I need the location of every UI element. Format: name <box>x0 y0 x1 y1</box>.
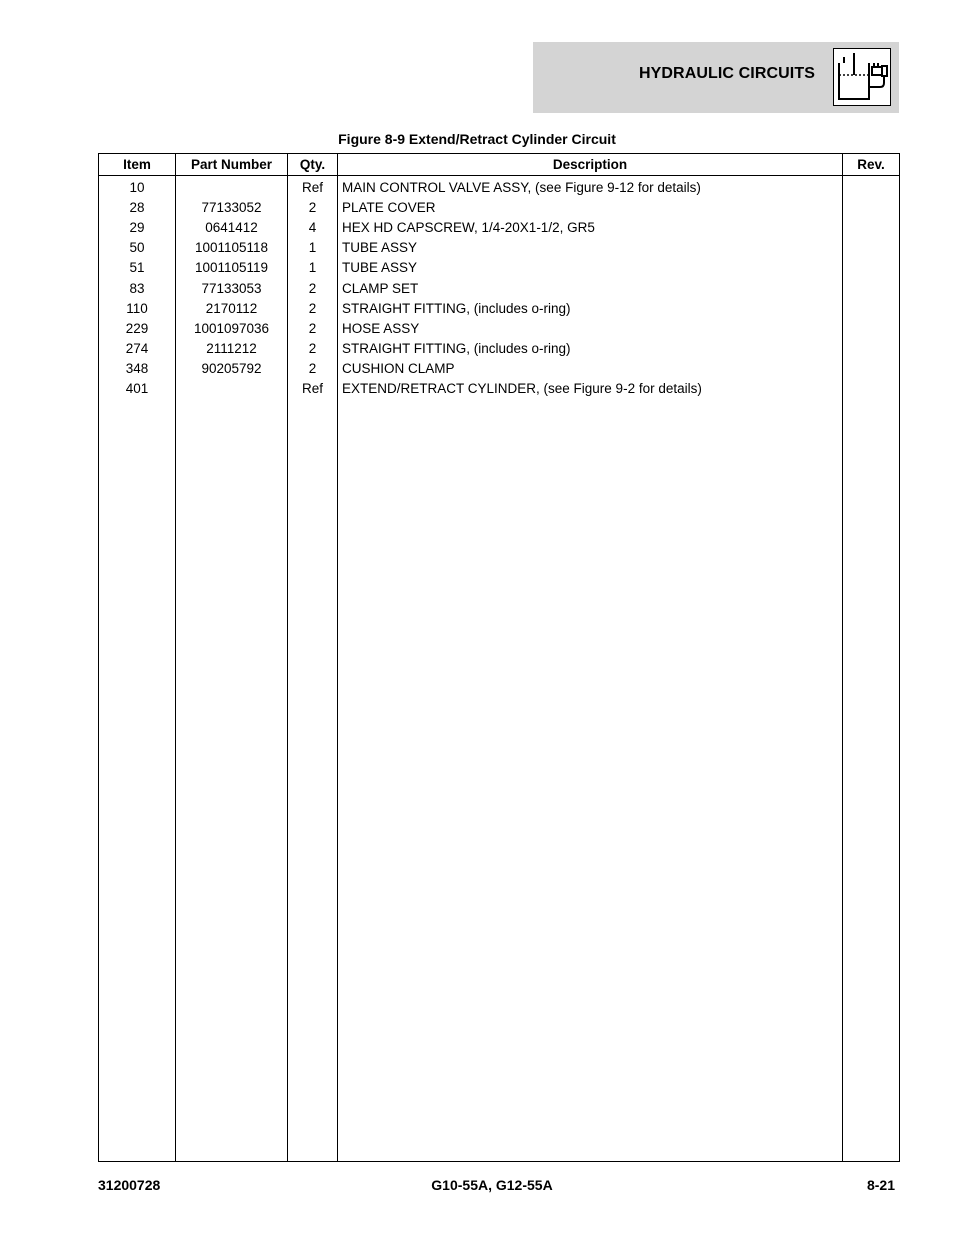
part-number-cell: 0641412 <box>176 218 288 238</box>
section-title: HYDRAULIC CIRCUITS <box>638 65 815 82</box>
qty-cell: 2 <box>288 278 338 298</box>
column-header-item: Item <box>99 154 176 176</box>
parts-table <box>98 153 900 1162</box>
qty-cell: 2 <box>288 299 338 319</box>
item-cell: 51 <box>99 258 176 278</box>
description-cell: CUSHION CLAMP <box>338 359 843 379</box>
table-row <box>99 218 900 238</box>
description-cell: PLATE COVER <box>338 198 843 218</box>
item-cell: 29 <box>99 218 176 238</box>
table-row <box>99 359 900 379</box>
description-cell: TUBE ASSY <box>338 258 843 278</box>
page-number: 8-21 <box>866 1177 895 1193</box>
item-cell: 28 <box>99 198 176 218</box>
rev-cell <box>843 176 900 199</box>
rev-cell <box>843 278 900 298</box>
item-cell: 10 <box>99 176 176 199</box>
part-number-cell: 2111212 <box>176 339 288 359</box>
table-row <box>99 379 900 399</box>
description-cell: TUBE ASSY <box>338 238 843 258</box>
qty-cell: 1 <box>288 238 338 258</box>
qty-cell: 2 <box>288 319 338 339</box>
column-header-qty: Qty. <box>288 154 338 176</box>
description-cell: MAIN CONTROL VALVE ASSY, (see Figure 9-12 for details) <box>338 176 843 199</box>
column-header-rev: Rev. <box>843 154 900 176</box>
table-row <box>99 278 900 298</box>
column-header-description: Description <box>338 154 843 176</box>
part-number-cell: 1001105118 <box>176 238 288 258</box>
rev-cell <box>843 359 900 379</box>
table-row <box>99 176 900 199</box>
rev-cell <box>843 218 900 238</box>
table-row <box>99 339 900 359</box>
item-cell: 274 <box>99 339 176 359</box>
column-header-part-number: Part Number <box>176 154 288 176</box>
rev-cell <box>843 319 900 339</box>
part-number-cell <box>176 379 288 399</box>
part-number-cell: 2170112 <box>176 299 288 319</box>
document-number: 31200728 <box>98 1177 161 1193</box>
item-cell: 348 <box>99 359 176 379</box>
qty-cell: Ref <box>288 176 338 199</box>
rev-cell <box>843 198 900 218</box>
part-number-cell: 1001097036 <box>176 319 288 339</box>
table-row <box>99 319 900 339</box>
table-filler-row <box>99 399 900 1161</box>
part-number-cell <box>176 176 288 199</box>
qty-cell: 2 <box>288 198 338 218</box>
description-cell: EXTEND/RETRACT CYLINDER, (see Figure 9-2 for details) <box>338 379 843 399</box>
part-number-cell: 77133052 <box>176 198 288 218</box>
qty-cell: 2 <box>288 359 338 379</box>
item-cell: 83 <box>99 278 176 298</box>
table-header-row <box>99 154 900 176</box>
item-cell: 229 <box>99 319 176 339</box>
rev-cell <box>843 299 900 319</box>
item-cell: 50 <box>99 238 176 258</box>
item-cell: 110 <box>99 299 176 319</box>
qty-cell: 1 <box>288 258 338 278</box>
description-cell: HEX HD CAPSCREW, 1/4-20X1-1/2, GR5 <box>338 218 843 238</box>
qty-cell: 4 <box>288 218 338 238</box>
table-row <box>99 198 900 218</box>
figure-title: Figure 8-9 Extend/Retract Cylinder Circuit <box>338 131 616 147</box>
part-number-cell: 1001105119 <box>176 258 288 278</box>
item-cell: 401 <box>99 379 176 399</box>
table-row <box>99 238 900 258</box>
description-cell: HOSE ASSY <box>338 319 843 339</box>
rev-cell <box>843 339 900 359</box>
model-numbers: G10-55A, G12-55A <box>431 1177 553 1193</box>
hydraulic-reservoir-icon <box>833 48 891 106</box>
rev-cell <box>843 379 900 399</box>
part-number-cell: 77133053 <box>176 278 288 298</box>
qty-cell: 2 <box>288 339 338 359</box>
rev-cell <box>843 238 900 258</box>
table-row <box>99 258 900 278</box>
section-header <box>533 42 899 113</box>
description-cell: STRAIGHT FITTING, (includes o-ring) <box>338 339 843 359</box>
part-number-cell: 90205792 <box>176 359 288 379</box>
table-row <box>99 299 900 319</box>
qty-cell: Ref <box>288 379 338 399</box>
description-cell: STRAIGHT FITTING, (includes o-ring) <box>338 299 843 319</box>
rev-cell <box>843 258 900 278</box>
description-cell: CLAMP SET <box>338 278 843 298</box>
